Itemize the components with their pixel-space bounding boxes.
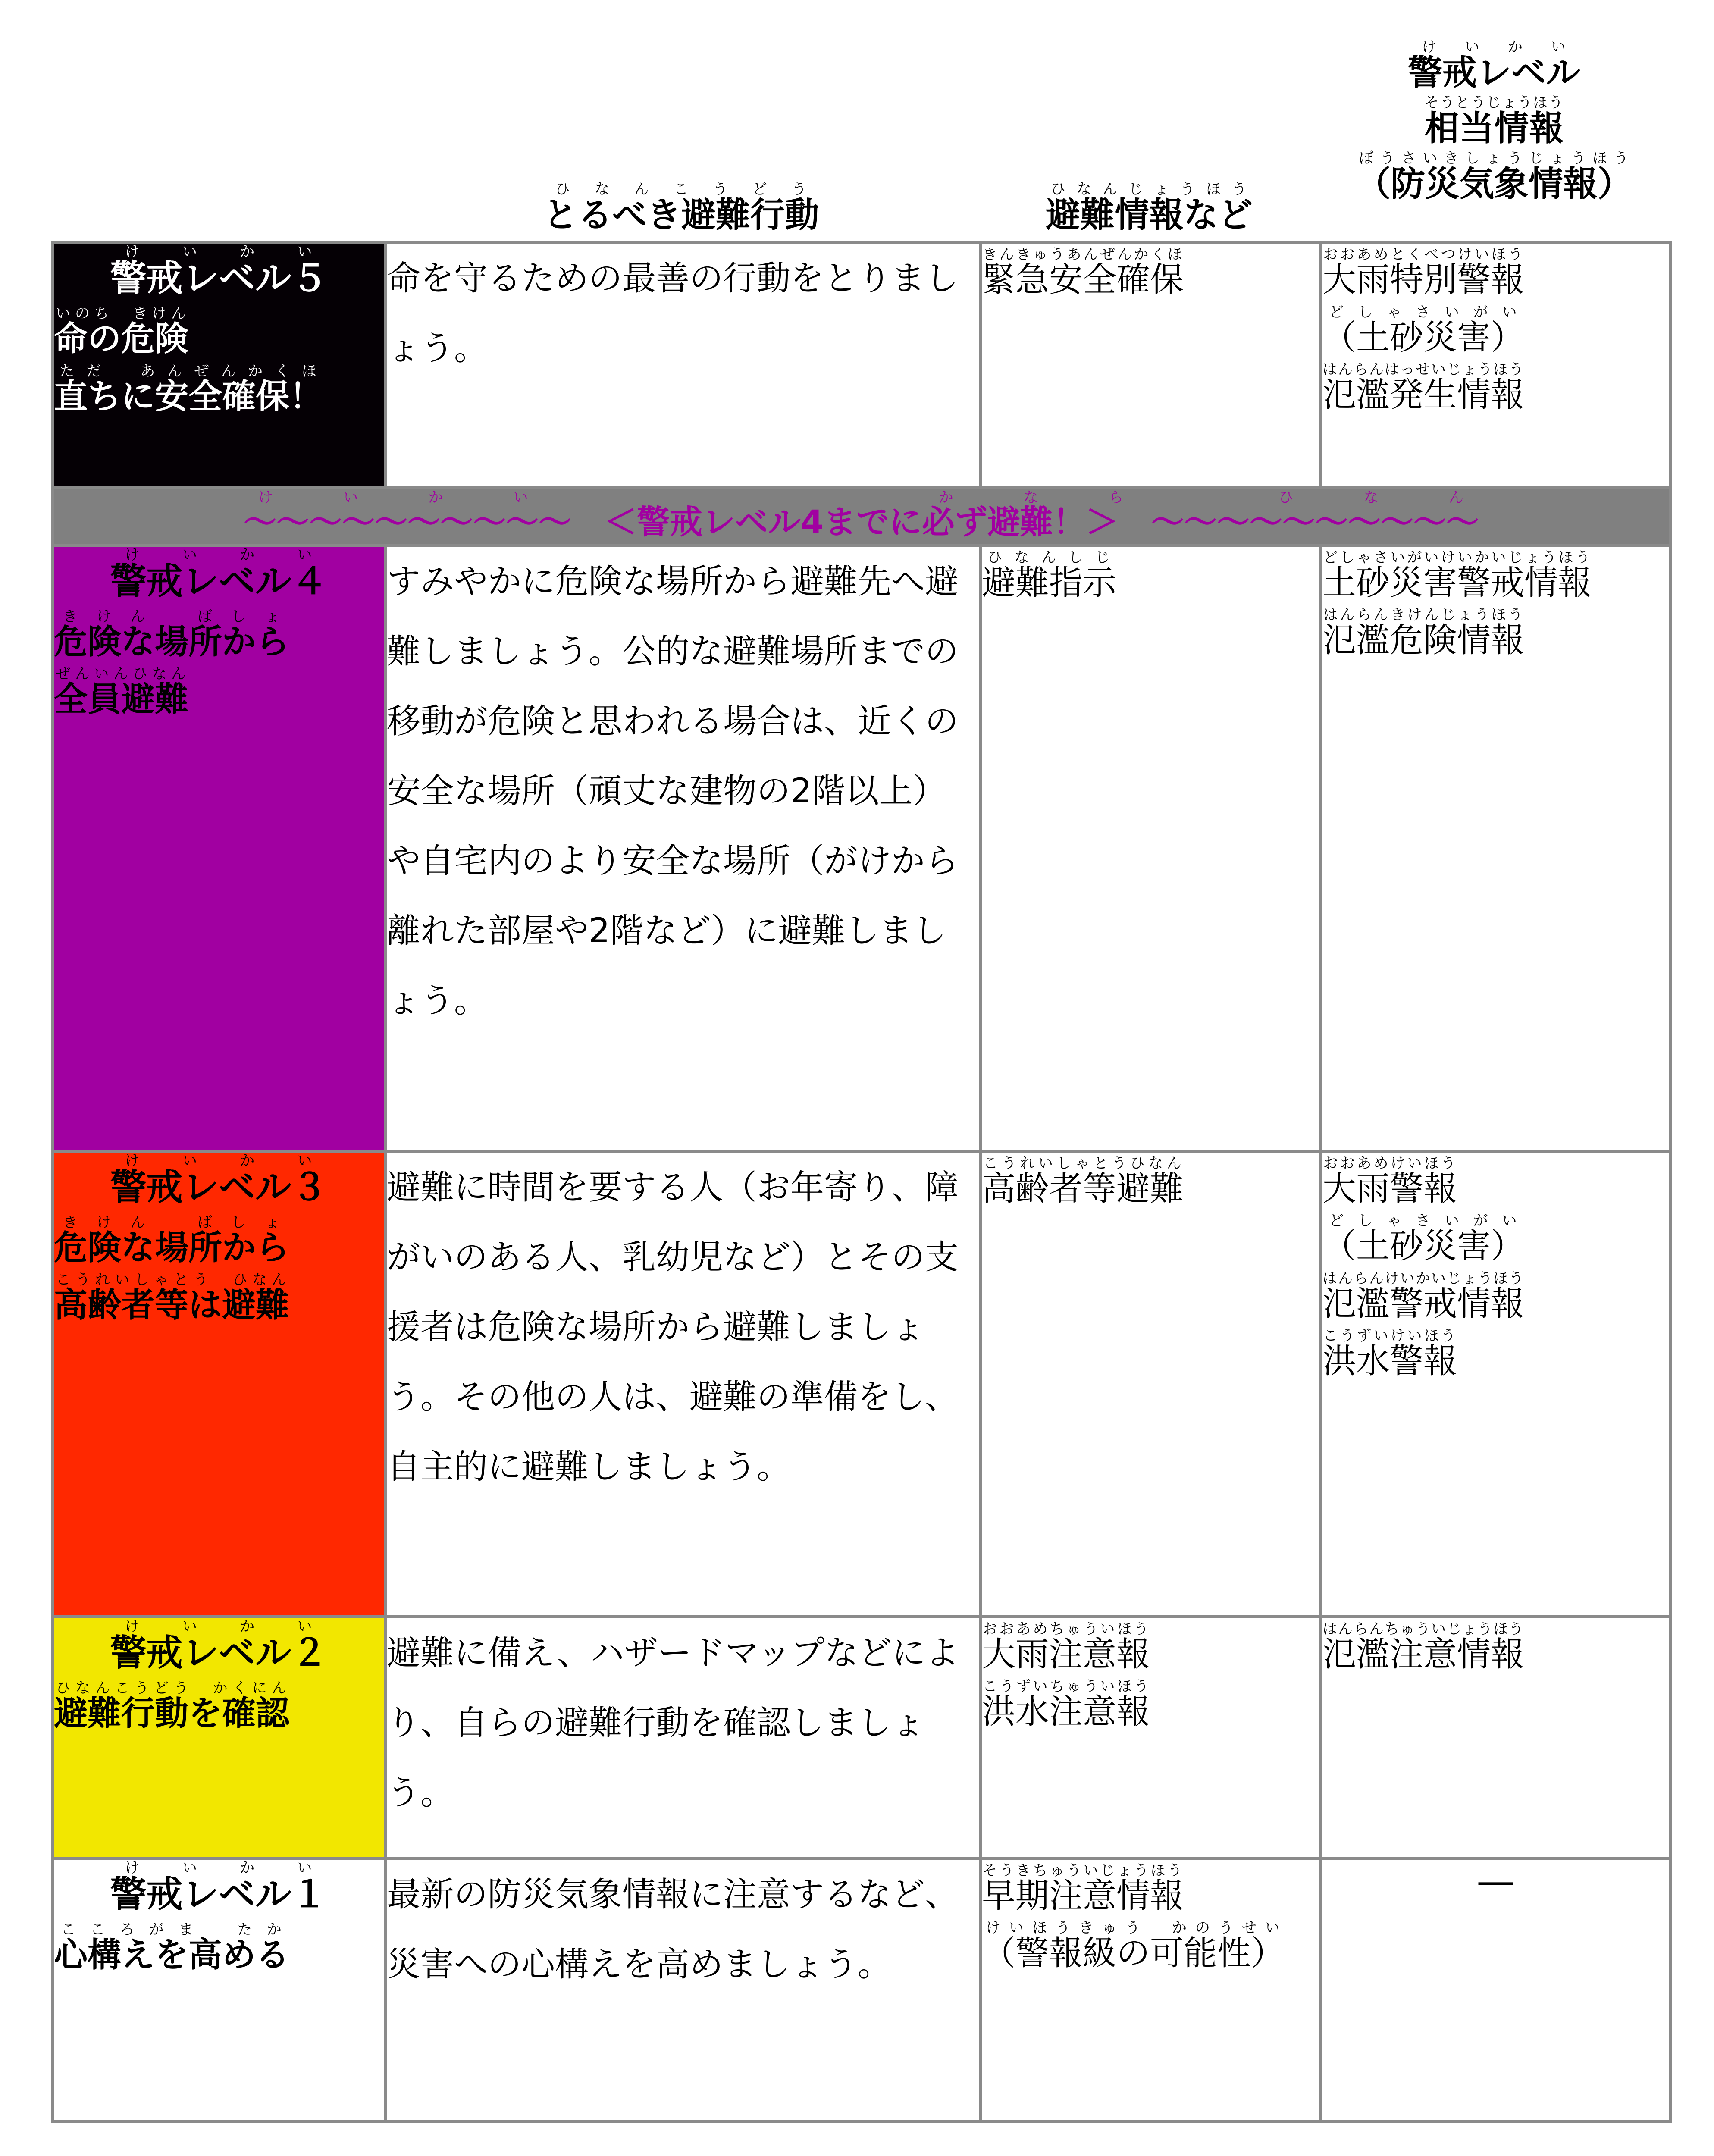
header-level-sub2: （防災気象情報） xyxy=(1356,164,1632,204)
level3-weather-1: （土砂災害） xyxy=(1322,1227,1525,1266)
level4-info-cell: 避難指示ひなんしじ xyxy=(981,545,1321,1151)
level3-cell: 警戒レベル３けいかい 危険な場所からきけん ばしょ 高齢者等は避難こうれいしゃとう ひなん xyxy=(53,1151,385,1617)
level5-weather-0: 大雨特別警報 xyxy=(1322,260,1525,299)
level1-cell: 警戒レベル１けいかい 心構えを高めるこころがま たか xyxy=(53,1858,385,2121)
level3-weather-0: 大雨警報 xyxy=(1322,1169,1457,1208)
header-action: とるべき避難行動ひなんこうどう xyxy=(543,181,819,235)
level3-weather-cell: 大雨警報おおあめけいほう （土砂災害）どしゃさいがい 氾濫警戒情報はんらんけいかいじょうほう 洪水警報こうずいけいほう xyxy=(1321,1151,1670,1617)
level2-weather-0: 氾濫注意情報 xyxy=(1322,1635,1525,1674)
level5-sub1: 命の危険 xyxy=(54,320,189,358)
level2-action: 避難に備え、ハザードマップなどにより、自らの避難行動を確認しましょう。 xyxy=(385,1617,981,1858)
level1-sub1: 心構えを高める xyxy=(54,1935,290,1974)
level1-info-cell: 早期注意情報そうきちゅういじょうほう （警報級の可能性）けいほうきゅう かのうせい xyxy=(981,1858,1321,2121)
level3-action: 避難に時間を要する人（お年寄り、障がいのある人、乳幼児など）とその支援者は危険な場所から避難しましょう。その他の人は、避難の準備をし、自主的に避難しましょう。 xyxy=(385,1151,981,1617)
level2-info-0: 大雨注意報 xyxy=(982,1635,1150,1674)
level3-sub2: 高齢者等は避難 xyxy=(54,1286,290,1325)
level5-info-0: 緊急安全確保 xyxy=(982,260,1184,299)
level2-info-1: 洪水注意報 xyxy=(982,1692,1150,1732)
level5-info-cell: 緊急安全確保きんきゅうあんぜんかくほ xyxy=(981,242,1321,488)
header-level-sub1: 相当情報 xyxy=(1424,108,1564,148)
header-level-title: 警戒レベル xyxy=(1408,53,1580,93)
level4-action: すみやかに危険な場所から避難先へ避難しましょう。公的な避難場所までの移動が危険と思われる場合は、近くの安全な場所（頑丈な建物の2階以上）や自宅内のより安全な場所（がけから離れた部屋や2階など）に避難しましょう。 xyxy=(385,545,981,1151)
level2-title: 警戒レベル２ xyxy=(110,1631,328,1674)
level4-weather-0: 土砂災害警戒情報 xyxy=(1322,563,1592,602)
header-info: 避難情報などひなんじょうほう xyxy=(1046,181,1253,235)
level2-info-cell: 大雨注意報おおあめちゅういほう 洪水注意報こうずいちゅういほう xyxy=(981,1617,1321,1858)
table-row-level1 xyxy=(53,1858,1670,2121)
table-row-level4 xyxy=(53,545,1670,1151)
level2-sub1: 避難行動を確認 xyxy=(54,1694,290,1733)
level3-sub1: 危険な場所から xyxy=(54,1228,290,1267)
table-row-banner xyxy=(53,488,1670,545)
level4-info-0: 避難指示 xyxy=(982,563,1117,602)
level1-title: 警戒レベル１ xyxy=(110,1873,328,1915)
level5-cell: 警戒レベル５けいかい 命の危険いのち きけん 直ちに安全確保！ただ あんぜんかくほ xyxy=(53,242,385,488)
alert-level-table xyxy=(51,241,1672,2123)
level1-info-1: （警報級の可能性） xyxy=(982,1934,1285,1973)
level1-info-0: 早期注意情報 xyxy=(982,1876,1184,1915)
level4-title: 警戒レベル４ xyxy=(110,560,328,602)
level5-weather-2: 氾濫発生情報 xyxy=(1322,376,1525,414)
level2-weather-cell: 氾濫注意情報はんらんちゅういじょうほう xyxy=(1321,1617,1670,1858)
level3-weather-2: 氾濫警戒情報 xyxy=(1322,1284,1525,1323)
level5-weather-1: （土砂災害） xyxy=(1322,318,1525,357)
header-info-label: 避難情報など xyxy=(1046,195,1253,235)
level4-cell: 警戒レベル４けいかい 危険な場所からきけん ばしょ 全員避難ぜんいんひなん xyxy=(53,545,385,1151)
level4-sub1: 危険な場所から xyxy=(54,622,290,661)
table-row-level3 xyxy=(53,1151,1670,1617)
level5-action: 命を守るための最善の行動をとりましょう。 xyxy=(385,242,981,488)
level3-title: 警戒レベル３ xyxy=(110,1166,328,1208)
header-level-equivalent: 警戒レベルけいかい 相当情報そうとうじょうほう （防災気象情報）ぼうさいきしょうじょうほう xyxy=(1356,38,1632,204)
level3-weather-3: 洪水警報 xyxy=(1322,1342,1457,1381)
level4-sub2: 全員避難 xyxy=(54,680,189,719)
level4-weather-cell: 土砂災害警戒情報どしゃさいがいけいかいじょうほう 氾濫危険情報はんらんきけんじょうほう xyxy=(1321,545,1670,1151)
evacuation-banner: ～～～～～～～～～～ ＜警戒レベル4までに必ず避難！＞ ～～～～～～～～～～けいかい かなら ひなん xyxy=(53,488,1670,545)
level3-info-0: 高齢者等避難 xyxy=(982,1169,1184,1208)
table-row-level5 xyxy=(53,242,1670,488)
evacuation-banner-text: ～～～～～～～～～～ ＜警戒レベル4までに必ず避難！＞ ～～～～～～～～～～ xyxy=(244,503,1479,541)
level3-info-cell: 高齢者等避難こうれいしゃとうひなん xyxy=(981,1151,1321,1617)
level2-cell: 警戒レベル２けいかい 避難行動を確認ひなんこうどう かくにん xyxy=(53,1617,385,1858)
level4-weather-1: 氾濫危険情報 xyxy=(1322,621,1525,660)
table-row-level2 xyxy=(53,1617,1670,1858)
level1-action: 最新の防災気象情報に注意するなど、災害への心構えを高めましょう。 xyxy=(385,1858,981,2121)
level5-weather-cell: 大雨特別警報おおあめとくべつけいほう （土砂災害）どしゃさいがい 氾濫発生情報はんらんはっせいじょうほう xyxy=(1321,242,1670,488)
header-action-label: とるべき避難行動 xyxy=(543,195,819,235)
level5-title: 警戒レベル５ xyxy=(110,257,328,299)
level5-sub2: 直ちに安全確保！ xyxy=(54,377,323,416)
level1-weather-dash: ― xyxy=(1321,1858,1670,2121)
